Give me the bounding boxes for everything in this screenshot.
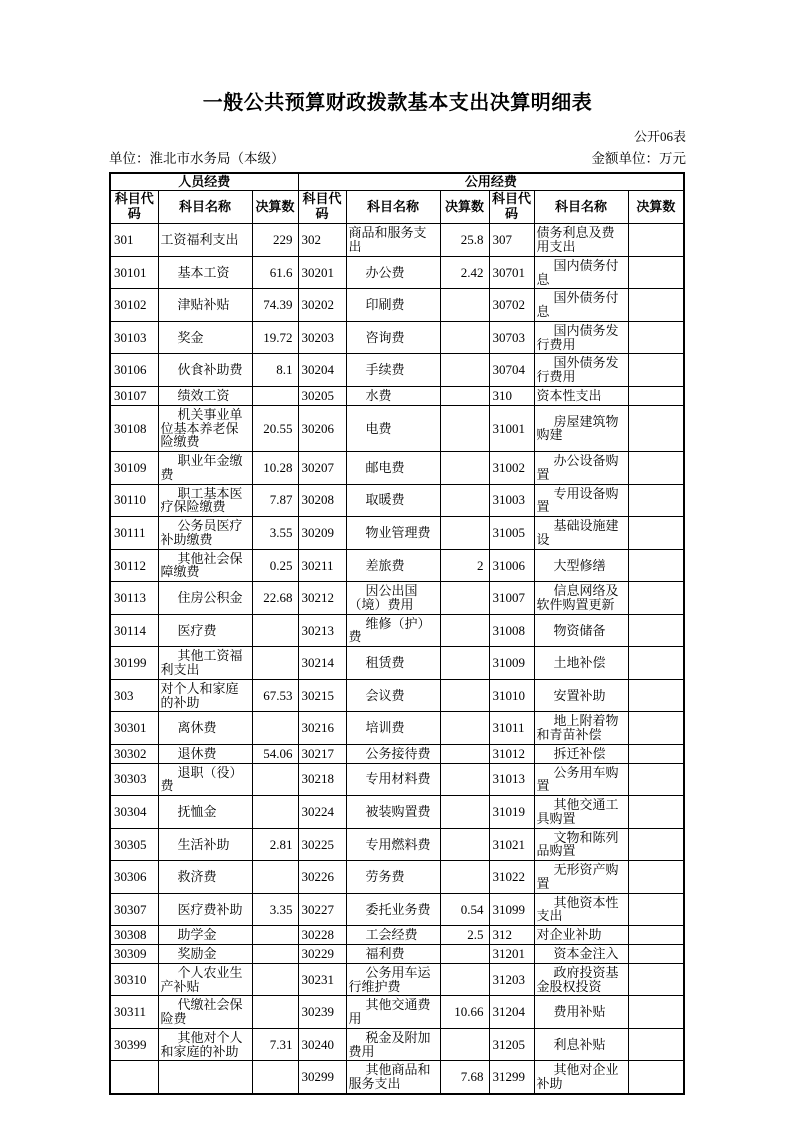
table-row [110,549,684,582]
subject-code-cell: 30110 [110,484,158,517]
subject-name-cell: 利息补贴 [534,1028,628,1061]
final-amount-cell [440,744,489,763]
final-amount-cell: 7.31 [252,1028,298,1061]
final-amount-cell: 10.28 [252,452,298,485]
subject-name-cell: 其他社会保障缴费 [158,549,252,582]
final-amount-cell [440,289,489,322]
subject-name-cell: 其他对企业补助 [534,1061,628,1094]
final-amount-cell: 54.06 [252,744,298,763]
subject-code-cell: 30304 [110,796,158,829]
column-header-subject-name: 科目名称 [158,191,252,224]
subject-code-cell: 31009 [489,647,534,680]
final-amount-cell [252,945,298,964]
column-header-final-amount: 决算数 [252,191,298,224]
subject-code-cell: 30207 [298,452,346,485]
subject-name-cell: 助学金 [158,926,252,945]
table-row [110,763,684,796]
final-amount-cell: 0.25 [252,549,298,582]
subject-code-cell: 31007 [489,582,534,615]
subject-name-cell: 津贴补贴 [158,289,252,322]
final-amount-cell [252,996,298,1029]
subject-code-cell: 30240 [298,1028,346,1061]
final-amount-cell [440,712,489,745]
final-amount-cell [252,614,298,647]
subject-code-cell: 30112 [110,549,158,582]
table-row [110,517,684,550]
final-amount-cell [628,386,684,405]
subject-name-cell: 个人农业生产补贴 [158,963,252,996]
table-row [110,484,684,517]
subject-code-cell: 30303 [110,763,158,796]
final-amount-cell [628,452,684,485]
subject-code-cell: 31203 [489,963,534,996]
table-row [110,963,684,996]
subject-code-cell: 30301 [110,712,158,745]
subject-code-cell: 30101 [110,256,158,289]
subject-code-cell: 31099 [489,893,534,926]
subject-code-cell: 30309 [110,945,158,964]
final-amount-cell: 7.87 [252,484,298,517]
final-amount-cell [252,647,298,680]
table-row [110,289,684,322]
final-amount-cell [628,796,684,829]
subject-name-cell: 安置补助 [534,679,628,712]
table-row [110,582,684,615]
group-header-row [110,173,684,191]
subject-code-cell: 30202 [298,289,346,322]
subject-code-cell: 30209 [298,517,346,550]
final-amount-cell [440,386,489,405]
subject-code-cell: 30103 [110,321,158,354]
subject-code-cell: 30114 [110,614,158,647]
subject-name-cell: 其他资本性支出 [534,893,628,926]
subject-name-cell: 国内债务发行费用 [534,321,628,354]
subject-name-cell: 劳务费 [346,861,440,894]
subject-code-cell: 30212 [298,582,346,615]
page-title: 一般公共预算财政拨款基本支出决算明细表 [202,92,593,114]
subject-code-cell: 30704 [489,354,534,387]
subject-name-cell: 资本金注入 [534,945,628,964]
final-amount-cell [628,614,684,647]
subject-name-cell: 差旅费 [346,549,440,582]
final-amount-cell [252,963,298,996]
subject-code-cell: 31201 [489,945,534,964]
table-row [110,926,684,945]
subject-code-cell: 31012 [489,744,534,763]
subject-name-cell: 其他对个人和家庭的补助 [158,1028,252,1061]
final-amount-cell [628,963,684,996]
table-row [110,647,684,680]
table-number-label: 公开06表 [633,129,686,144]
table-row [110,893,684,926]
subject-code-cell [110,1061,158,1094]
table-row [110,796,684,829]
subject-name-cell: 会议费 [346,679,440,712]
subject-code-cell: 30108 [110,405,158,451]
subject-name-cell: 公务用车运行维护费 [346,963,440,996]
final-amount-cell [252,1061,298,1094]
subject-name-cell: 机关事业单位基本养老保险缴费 [158,405,252,451]
subject-code-cell: 31013 [489,763,534,796]
subject-code-cell: 31010 [489,679,534,712]
subject-name-cell: 公务接待费 [346,744,440,763]
table-row [110,614,684,647]
subject-code-cell: 303 [110,679,158,712]
subject-name-cell: 专用燃料费 [346,828,440,861]
table-row [110,1061,684,1094]
subject-code-cell: 30231 [298,963,346,996]
subject-code-cell: 30199 [110,647,158,680]
final-amount-cell [628,763,684,796]
subject-code-cell: 30399 [110,1028,158,1061]
final-amount-cell [628,945,684,964]
final-amount-cell [628,1028,684,1061]
subject-name-cell: 退休费 [158,744,252,763]
subject-code-cell: 30227 [298,893,346,926]
subject-code-cell: 31205 [489,1028,534,1061]
subject-code-cell: 30229 [298,945,346,964]
final-amount-cell: 7.68 [440,1061,489,1094]
final-amount-cell [628,744,684,763]
final-amount-cell: 229 [252,224,298,257]
final-amount-cell [440,679,489,712]
final-amount-cell [628,405,684,451]
subject-code-cell: 30306 [110,861,158,894]
subject-name-cell: 其他商品和服务支出 [346,1061,440,1094]
column-header-subject-code: 科目代码 [298,191,346,224]
subject-code-cell: 30203 [298,321,346,354]
subject-code-cell: 30215 [298,679,346,712]
table-row [110,679,684,712]
subject-code-cell: 30216 [298,712,346,745]
subject-code-cell: 30302 [110,744,158,763]
table-row [110,256,684,289]
final-amount-cell [628,354,684,387]
subject-code-cell: 31022 [489,861,534,894]
subject-code-cell: 31008 [489,614,534,647]
subject-name-cell: 被装购置费 [346,796,440,829]
subject-code-cell: 307 [489,224,534,257]
subject-code-cell: 30206 [298,405,346,451]
final-amount-cell [628,926,684,945]
subject-code-cell: 30113 [110,582,158,615]
final-amount-cell [252,712,298,745]
subject-code-cell: 30204 [298,354,346,387]
subject-code-cell: 30201 [298,256,346,289]
subject-code-cell: 31019 [489,796,534,829]
table-row [110,386,684,405]
subject-code-cell: 30310 [110,963,158,996]
final-amount-cell [440,354,489,387]
final-amount-cell [440,1028,489,1061]
subject-name-cell: 物业管理费 [346,517,440,550]
final-amount-cell [628,1061,684,1094]
final-amount-cell [440,796,489,829]
subject-name-cell: 基础设施建设 [534,517,628,550]
final-amount-cell [252,763,298,796]
final-amount-cell: 3.55 [252,517,298,550]
final-amount-cell [252,796,298,829]
subject-code-cell: 31011 [489,712,534,745]
column-header-final-amount: 决算数 [628,191,684,224]
expenditure-detail-table [109,172,685,1095]
final-amount-cell [252,861,298,894]
column-header-subject-name: 科目名称 [346,191,440,224]
subject-name-cell: 资本性支出 [534,386,628,405]
subject-code-cell: 31002 [489,452,534,485]
subject-name-cell: 费用补贴 [534,996,628,1029]
final-amount-cell [628,647,684,680]
table-row [110,405,684,451]
subject-code-cell: 301 [110,224,158,257]
subject-code-cell: 31299 [489,1061,534,1094]
column-header-subject-code: 科目代码 [489,191,534,224]
final-amount-cell: 10.66 [440,996,489,1029]
subject-name-cell: 福利费 [346,945,440,964]
subject-name-cell: 电费 [346,405,440,451]
subject-name-cell: 印刷费 [346,289,440,322]
subject-code-cell: 30228 [298,926,346,945]
final-amount-cell: 3.35 [252,893,298,926]
subject-name-cell: 职业年金缴费 [158,452,252,485]
subject-code-cell: 30308 [110,926,158,945]
subject-name-cell: 救济费 [158,861,252,894]
final-amount-cell [440,828,489,861]
subject-code-cell: 30701 [489,256,534,289]
subject-code-cell: 30299 [298,1061,346,1094]
final-amount-cell [440,452,489,485]
subject-name-cell: 工会经费 [346,926,440,945]
table-row [110,712,684,745]
table-row [110,1028,684,1061]
subject-name-cell: 奖金 [158,321,252,354]
final-amount-cell: 2.5 [440,926,489,945]
subject-name-cell: 对企业补助 [534,926,628,945]
subject-name-cell: 因公出国（境）费用 [346,582,440,615]
final-amount-cell: 74.39 [252,289,298,322]
subject-code-cell: 30109 [110,452,158,485]
subject-name-cell: 代缴社会保险费 [158,996,252,1029]
final-amount-cell [440,582,489,615]
subject-name-cell: 退职（役）费 [158,763,252,796]
meta-row [109,152,686,167]
subject-code-cell: 30218 [298,763,346,796]
column-header-row [110,191,684,224]
table-row [110,321,684,354]
table-row [110,945,684,964]
subject-name-cell: 取暖费 [346,484,440,517]
subject-code-cell: 31003 [489,484,534,517]
final-amount-cell [628,289,684,322]
final-amount-cell [628,893,684,926]
subject-code-cell: 310 [489,386,534,405]
subject-code-cell: 31021 [489,828,534,861]
final-amount-cell: 8.1 [252,354,298,387]
final-amount-cell [440,963,489,996]
final-amount-cell [628,517,684,550]
subject-name-cell: 专用设备购置 [534,484,628,517]
subject-code-cell: 31005 [489,517,534,550]
final-amount-cell [440,647,489,680]
final-amount-cell [252,386,298,405]
subject-code-cell: 30702 [489,289,534,322]
subject-code-cell: 302 [298,224,346,257]
subject-name-cell [158,1061,252,1094]
final-amount-cell [628,549,684,582]
subject-code-cell: 30211 [298,549,346,582]
subject-name-cell: 土地补偿 [534,647,628,680]
final-amount-cell: 19.72 [252,321,298,354]
subject-code-cell: 30307 [110,893,158,926]
subject-code-cell: 30102 [110,289,158,322]
subject-name-cell: 债务利息及费用支出 [534,224,628,257]
final-amount-cell [440,484,489,517]
table-row [110,861,684,894]
subject-code-cell: 30311 [110,996,158,1029]
subject-name-cell: 生活补助 [158,828,252,861]
final-amount-cell [628,679,684,712]
subject-code-cell: 31006 [489,549,534,582]
subject-name-cell: 手续费 [346,354,440,387]
final-amount-cell [440,861,489,894]
final-amount-cell [440,405,489,451]
final-amount-cell: 25.8 [440,224,489,257]
column-header-subject-code: 科目代码 [110,191,158,224]
subject-name-cell: 国外债务发行费用 [534,354,628,387]
subject-name-cell: 工资福利支出 [158,224,252,257]
final-amount-cell [628,256,684,289]
subject-code-cell: 30205 [298,386,346,405]
final-amount-cell [628,321,684,354]
subject-name-cell: 委托业务费 [346,893,440,926]
table-row [110,744,684,763]
amount-unit-label: 金额单位：万元 [591,151,686,167]
subject-name-cell: 维修（护）费 [346,614,440,647]
final-amount-cell: 2.42 [440,256,489,289]
subject-name-cell: 伙食补助费 [158,354,252,387]
final-amount-cell [628,224,684,257]
subject-name-cell: 税金及附加费用 [346,1028,440,1061]
subject-name-cell: 医疗费 [158,614,252,647]
subject-code-cell: 30224 [298,796,346,829]
subject-code-cell: 30239 [298,996,346,1029]
subject-name-cell: 公务用车购置 [534,763,628,796]
subject-name-cell: 商品和服务支出 [346,224,440,257]
subject-name-cell: 国外债务付息 [534,289,628,322]
subject-code-cell: 30305 [110,828,158,861]
unit-label: 单位：淮北市水务局（本级） [109,151,285,167]
table-row [110,354,684,387]
subject-name-cell: 办公费 [346,256,440,289]
final-amount-cell [628,712,684,745]
subject-code-cell: 31001 [489,405,534,451]
subject-name-cell: 专用材料费 [346,763,440,796]
subject-code-cell: 30107 [110,386,158,405]
final-amount-cell: 20.55 [252,405,298,451]
subject-name-cell: 奖励金 [158,945,252,964]
final-amount-cell [628,582,684,615]
group-header-personnel-funds: 人员经费 [110,173,298,191]
subject-name-cell: 信息网络及软件购置更新 [534,582,628,615]
column-header-final-amount: 决算数 [440,191,489,224]
subject-name-cell: 咨询费 [346,321,440,354]
subject-name-cell: 职工基本医疗保险缴费 [158,484,252,517]
subject-name-cell: 公务员医疗补助缴费 [158,517,252,550]
subject-name-cell: 其他交通费用 [346,996,440,1029]
subject-name-cell: 无形资产购置 [534,861,628,894]
subject-name-cell: 物资储备 [534,614,628,647]
table-row [110,224,684,257]
subject-code-cell: 30208 [298,484,346,517]
final-amount-cell: 61.6 [252,256,298,289]
subject-name-cell: 文物和陈列品购置 [534,828,628,861]
subject-name-cell: 其他工资福利支出 [158,647,252,680]
group-header-public-funds: 公用经费 [298,173,684,191]
subject-code-cell: 31204 [489,996,534,1029]
subject-name-cell: 拆迁补偿 [534,744,628,763]
final-amount-cell [440,763,489,796]
subject-name-cell: 离休费 [158,712,252,745]
subject-name-cell: 住房公积金 [158,582,252,615]
subject-name-cell: 地上附着物和青苗补偿 [534,712,628,745]
table-row [110,828,684,861]
subject-code-cell: 30214 [298,647,346,680]
final-amount-cell [628,861,684,894]
subject-code-cell: 30226 [298,861,346,894]
subject-code-cell: 30703 [489,321,534,354]
final-amount-cell [252,926,298,945]
column-header-subject-name: 科目名称 [534,191,628,224]
subject-name-cell: 培训费 [346,712,440,745]
subject-name-cell: 其他交通工具购置 [534,796,628,829]
final-amount-cell [628,484,684,517]
final-amount-cell: 67.53 [252,679,298,712]
final-amount-cell [440,321,489,354]
table-row [110,452,684,485]
table-row [110,996,684,1029]
subject-code-cell: 30111 [110,517,158,550]
final-amount-cell [440,614,489,647]
final-amount-cell [628,996,684,1029]
subject-name-cell: 大型修缮 [534,549,628,582]
subject-code-cell: 30213 [298,614,346,647]
final-amount-cell [440,517,489,550]
final-amount-cell: 0.54 [440,893,489,926]
subject-name-cell: 办公设备购置 [534,452,628,485]
subject-code-cell: 312 [489,926,534,945]
subject-name-cell: 国内债务付息 [534,256,628,289]
subject-name-cell: 对个人和家庭的补助 [158,679,252,712]
final-amount-cell: 2 [440,549,489,582]
subject-name-cell: 房屋建筑物购建 [534,405,628,451]
subject-name-cell: 绩效工资 [158,386,252,405]
subject-code-cell: 30217 [298,744,346,763]
subject-name-cell: 水费 [346,386,440,405]
subject-name-cell: 租赁费 [346,647,440,680]
subject-name-cell: 政府投资基金股权投资 [534,963,628,996]
subject-name-cell: 邮电费 [346,452,440,485]
subject-name-cell: 基本工资 [158,256,252,289]
final-amount-cell [440,945,489,964]
subject-code-cell: 30225 [298,828,346,861]
final-amount-cell: 2.81 [252,828,298,861]
final-amount-cell [628,828,684,861]
subject-name-cell: 医疗费补助 [158,893,252,926]
final-amount-cell: 22.68 [252,582,298,615]
subject-code-cell: 30106 [110,354,158,387]
subject-name-cell: 抚恤金 [158,796,252,829]
